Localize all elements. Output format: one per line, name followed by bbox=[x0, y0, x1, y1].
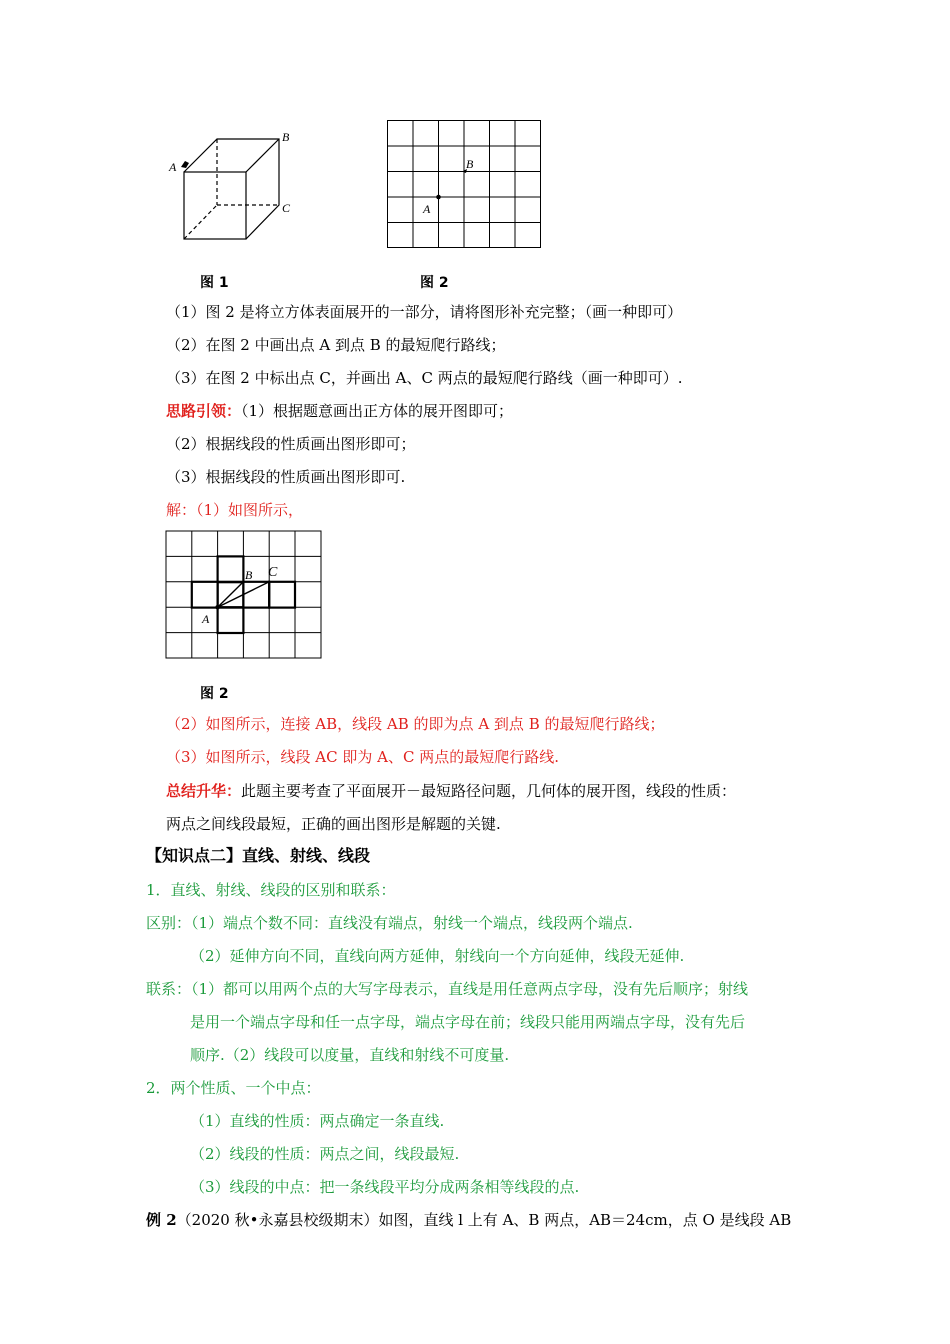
label-a: A bbox=[423, 202, 431, 216]
solution-line-2: （2）如图所示，连接 AB，线段 AB 的即为点 A 到点 B 的最短爬行路线； bbox=[166, 715, 665, 733]
relation-line-3: 顺序.（2）线段可以度量，直线和射线不可度量. bbox=[190, 1046, 510, 1064]
summary-line-2: 两点之间线段最短，正确的画出图形是解题的关键. bbox=[166, 815, 501, 833]
figure-1-cube bbox=[165, 125, 305, 245]
section-heading: 【知识点二】直线、射线、线段 bbox=[146, 846, 371, 865]
label-b: B bbox=[466, 157, 474, 171]
hint-line-2: （2）根据线段的性质画出图形即可； bbox=[166, 435, 416, 453]
solution-line-1: 解：（1）如图所示， bbox=[166, 501, 304, 519]
label-a: A bbox=[169, 160, 177, 174]
property-1: （1）直线的性质：两点确定一条直线. bbox=[190, 1112, 445, 1130]
hint-line-3: （3）根据线段的性质画出图形即可. bbox=[166, 468, 406, 486]
question-3: （3）在图 2 中标出点 C，并画出 A、C 两点的最短爬行路线（画一种即可）. bbox=[166, 369, 683, 387]
label-c: C bbox=[268, 565, 278, 580]
relation-line-1: 联系：（1）都可以用两个点的大写字母表示，直线是用任意两点字母，没有先后顺序；射线 bbox=[146, 980, 749, 998]
hint-label: 思路引领： bbox=[166, 402, 242, 420]
knowledge-item-2: 2．两个性质、一个中点： bbox=[146, 1079, 321, 1097]
summary-label: 总结升华： bbox=[166, 782, 242, 800]
relation-line-2: 是用一个端点字母和任一点字母，端点字母在前；线段只能用两端点字母，没有先后 bbox=[190, 1013, 746, 1031]
figure-solution-grid bbox=[163, 528, 325, 662]
solution-line-3: （3）如图所示，线段 AC 即为 A、C 两点的最短爬行路线. bbox=[166, 748, 560, 766]
summary-line-1: 总结升华：此题主要考查了平面展开－最短路径问题，几何体的展开图，线段的性质： bbox=[166, 782, 737, 800]
difference-line-1: 区别：（1）端点个数不同：直线没有端点，射线一个端点，线段两个端点. bbox=[146, 914, 633, 932]
figure-2-grid bbox=[385, 118, 545, 250]
difference-line-2: （2）延伸方向不同，直线向两方延伸，射线向一个方向延伸，线段无延伸. bbox=[190, 947, 685, 965]
example-2-label: 例 2 bbox=[146, 1211, 177, 1229]
figure-1-caption: 图 1 bbox=[200, 275, 229, 291]
label-b: B bbox=[245, 568, 253, 582]
property-2: （2）线段的性质：两点之间，线段最短. bbox=[190, 1145, 460, 1163]
figure-solution-caption: 图 2 bbox=[200, 686, 229, 702]
question-2: （2）在图 2 中画出点 A 到点 B 的最短爬行路线； bbox=[166, 336, 506, 354]
question-1: （1）图 2 是将立方体表面展开的一部分，请将图形补充完整；（画一种即可） bbox=[166, 303, 683, 321]
label-a: A bbox=[202, 612, 210, 626]
figure-2-caption: 图 2 bbox=[420, 275, 449, 291]
hint-line-1: 思路引领：（1）根据题意画出正方体的展开图即可； bbox=[166, 402, 514, 420]
property-3: （3）线段的中点：把一条线段平均分成两条相等线段的点. bbox=[190, 1178, 580, 1196]
knowledge-item-1: 1．直线、射线、线段的区别和联系： bbox=[146, 881, 396, 899]
label-c: C bbox=[282, 201, 291, 215]
label-b: B bbox=[282, 130, 290, 144]
example-2: 例 2（2020 秋•永嘉县校级期末）如图，直线 l 上有 A、B 两点，AB＝24cm，点 O 是线段 AB bbox=[146, 1211, 792, 1229]
